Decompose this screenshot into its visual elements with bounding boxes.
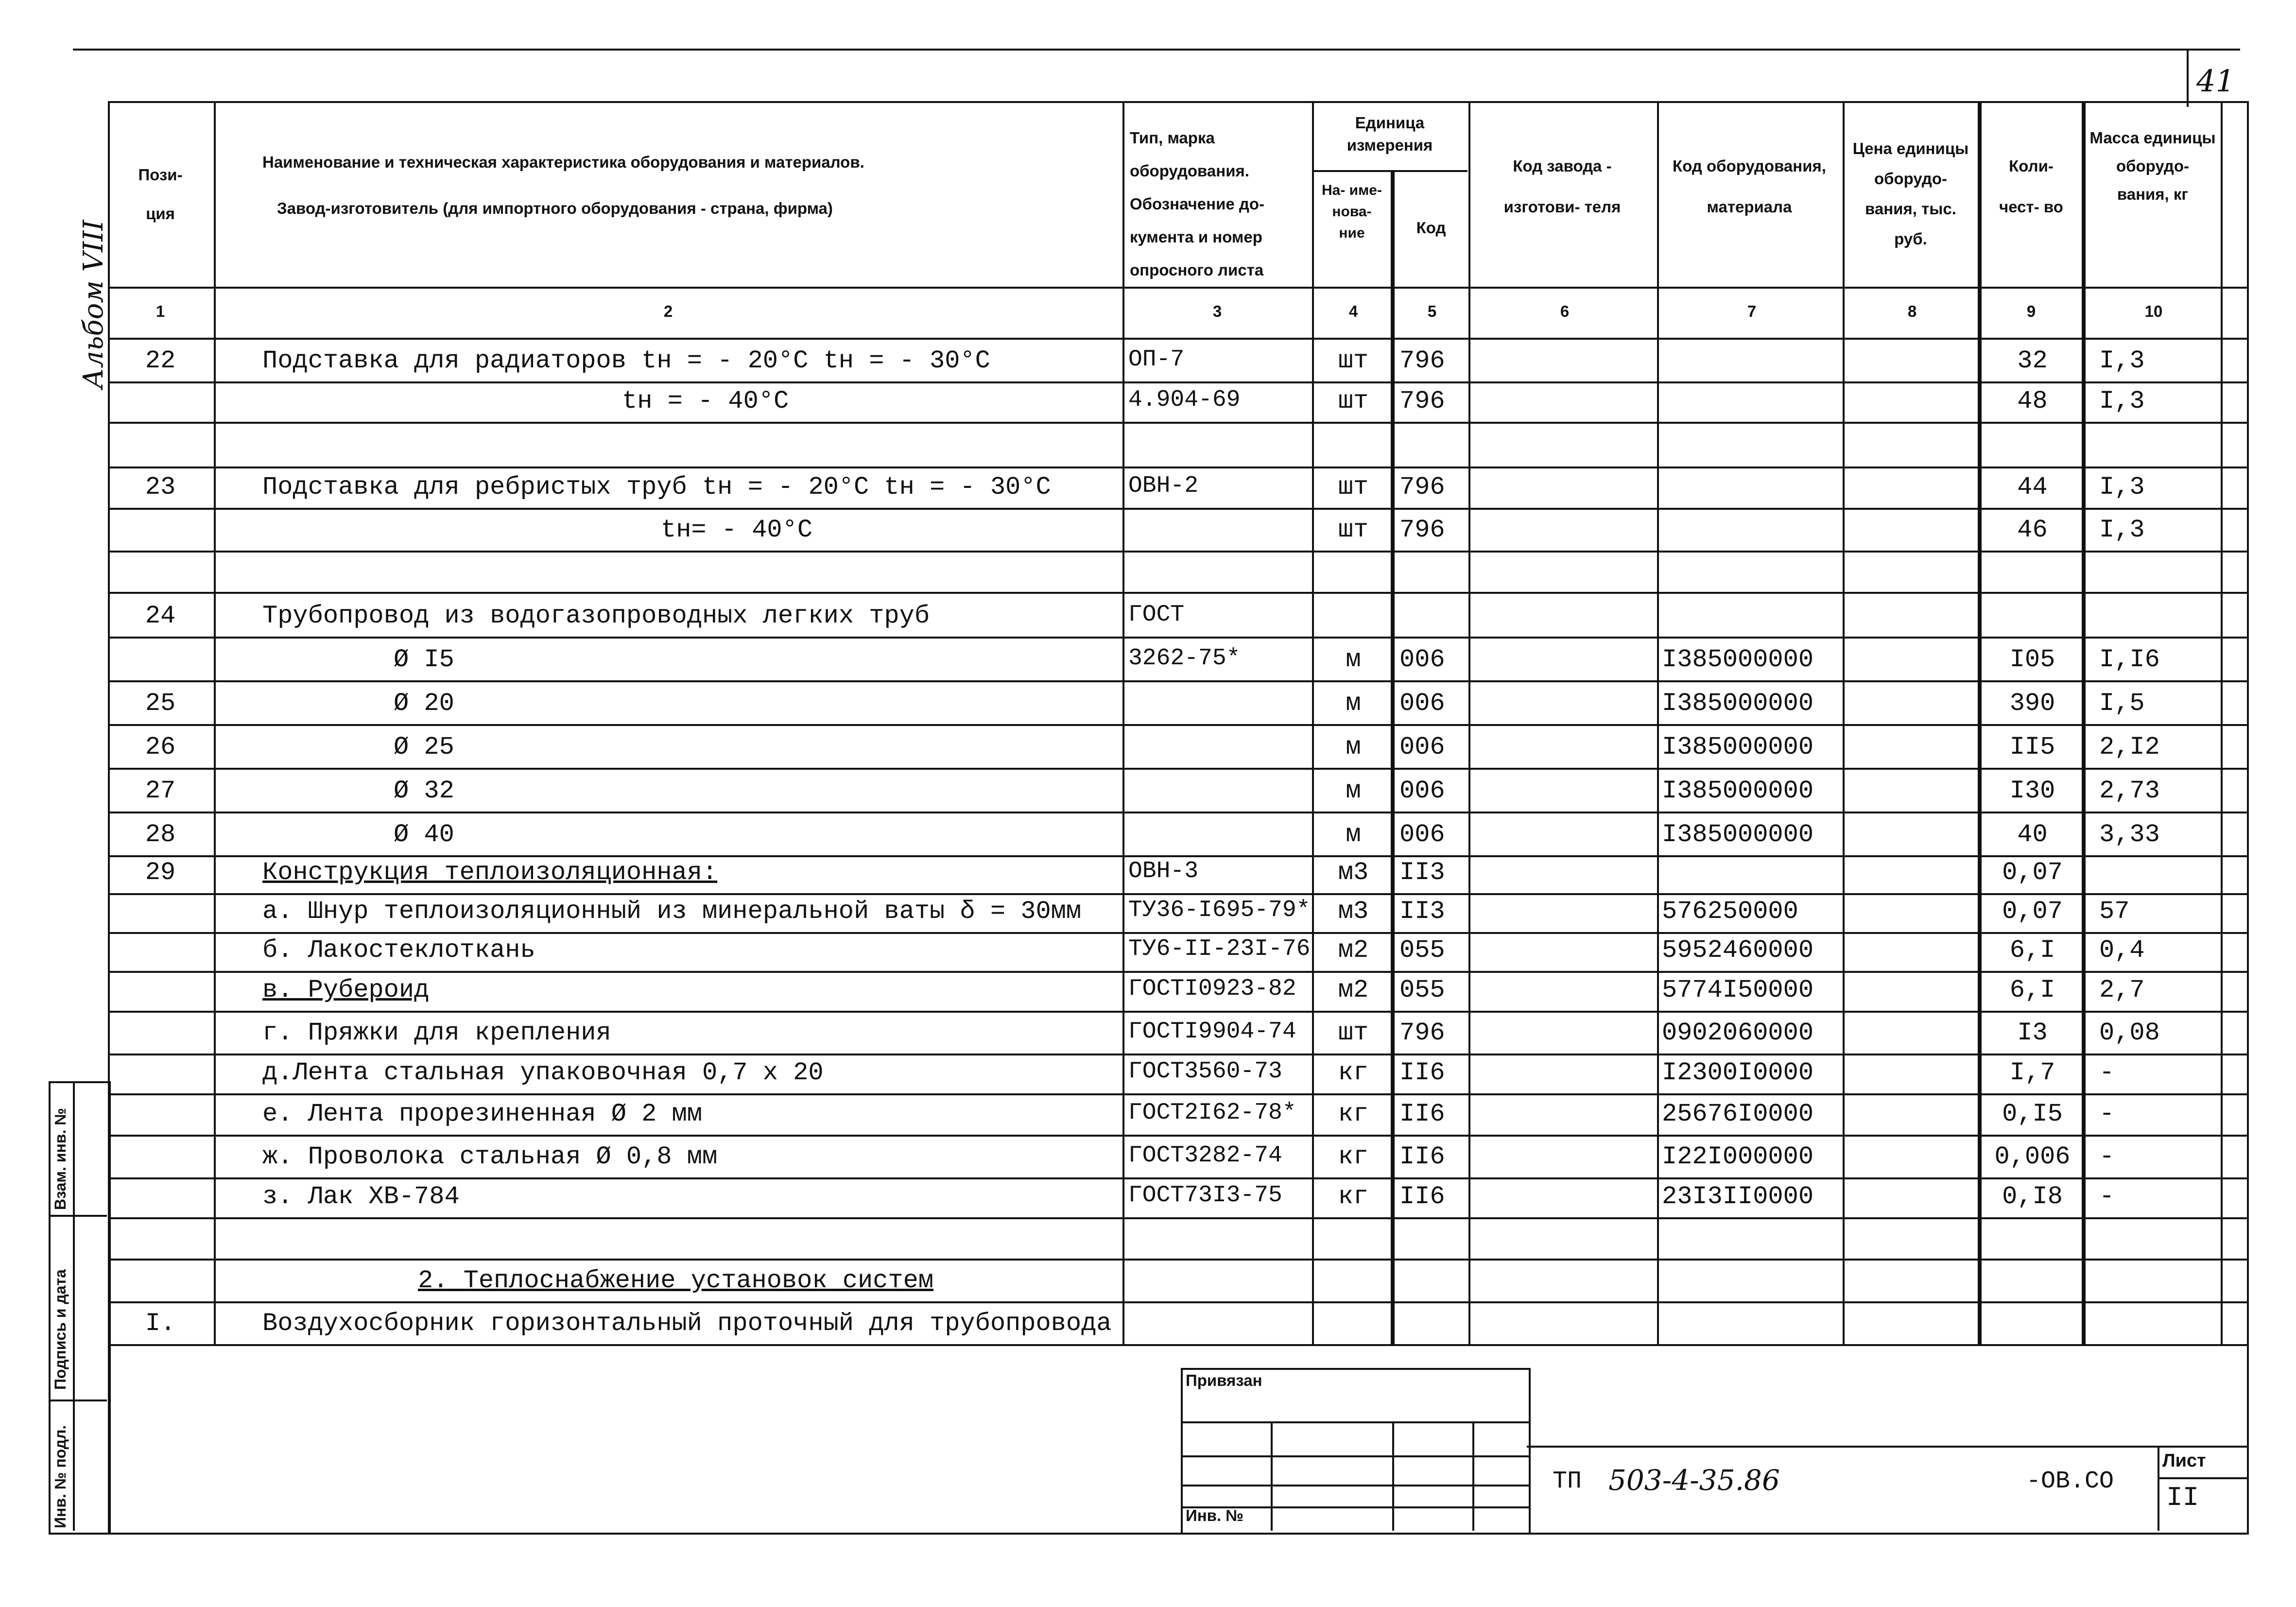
sheet-label: Лист — [2162, 1451, 2206, 1471]
cell-unit: м — [1346, 689, 1361, 718]
header-col6: Код завода - изготови- теля — [1503, 157, 1621, 216]
cell-mass: - — [2099, 1182, 2115, 1211]
row-line — [108, 1011, 2247, 1013]
cell-unit: м — [1346, 820, 1361, 849]
cell-mcode: I385000000 — [1662, 689, 1814, 718]
cell-code: II6 — [1399, 1100, 1445, 1128]
cell-mass: I,3 — [2099, 387, 2145, 415]
row-line — [108, 467, 2247, 468]
col-line-2 — [1122, 101, 1124, 1345]
cell-code: II6 — [1399, 1058, 1445, 1087]
sheet-box-line — [2158, 1477, 2247, 1479]
cell-mcode: 5774I50000 — [1662, 976, 1814, 1004]
cell-code: 796 — [1399, 1019, 1445, 1047]
cell-name: Ø 32 — [394, 777, 454, 805]
cell-mass: 0,4 — [2099, 936, 2145, 965]
cell-type: ОП-7 — [1128, 346, 1185, 373]
row-line — [108, 932, 2247, 934]
privyazan-label: Привязан — [1186, 1371, 1262, 1389]
cell-code: 055 — [1399, 976, 1445, 1004]
colnum-1: 1 — [155, 302, 165, 320]
stamp-grid-v-1 — [1271, 1421, 1273, 1531]
cell-unit: кг — [1338, 1182, 1369, 1211]
page-number-divider — [2187, 49, 2189, 107]
cell-qty: 32 — [2017, 346, 2048, 375]
cell-mcode: I2300I0000 — [1662, 1058, 1814, 1087]
cell-pos: 23 — [145, 473, 176, 501]
cell-name: Воздухосборник горизонтальный проточный для трубопровода — [262, 1309, 1112, 1338]
cell-mcode: I385000000 — [1662, 733, 1814, 761]
side-stamp-line-1 — [49, 1215, 107, 1217]
header-col3: Тип, марка оборудования. Обозначение до- кумента и номер опросного листа — [1130, 129, 1264, 279]
cell-unit: м2 — [1338, 936, 1369, 965]
cell-type: ГОСТ3560-73 — [1128, 1058, 1282, 1085]
cell-name: Ø 40 — [394, 820, 454, 849]
cell-type: ГОСТ3282-74 — [1128, 1142, 1282, 1169]
cell-unit: м3 — [1338, 897, 1369, 926]
header-col7: Код оборудования, материала — [1673, 157, 1826, 216]
cell-mcode: 576250000 — [1662, 897, 1798, 926]
row-line — [108, 592, 2247, 594]
row-line — [108, 637, 2247, 639]
cell-qty: I05 — [2009, 645, 2055, 674]
cell-type: ОВН-3 — [1128, 858, 1199, 884]
colnum-10: 10 — [2144, 302, 2163, 320]
cell-unit: шт — [1338, 516, 1369, 544]
cell-mcode: I385000000 — [1662, 645, 1814, 674]
cell-code: 796 — [1399, 516, 1445, 544]
cell-mcode: 0902060000 — [1662, 1019, 1814, 1047]
cell-name: а. Шнур теплоизоляционный из минеральной ваты δ = 30мм — [262, 897, 1082, 926]
cell-pos: 25 — [145, 689, 176, 718]
cell-name: Подставка для радиаторов tн = - 20°C tн = - 30°C — [262, 346, 990, 375]
page-number: 41 — [2196, 63, 2235, 99]
cell-code: 006 — [1399, 777, 1445, 805]
cell-name: з. Лак ХВ-784 — [262, 1182, 460, 1211]
col-line-6 — [1657, 101, 1659, 1345]
cell-unit: кг — [1338, 1100, 1369, 1128]
col-line-7 — [1843, 101, 1845, 1345]
cell-type: ТУ6-II-23I-76 — [1128, 936, 1311, 962]
cell-mass: I,3 — [2099, 516, 2145, 544]
cell-code: 796 — [1399, 387, 1445, 415]
cell-type: 4.904-69 — [1128, 387, 1241, 413]
cell-qty: 46 — [2017, 516, 2048, 544]
cell-name: Ø 25 — [394, 733, 454, 761]
cell-unit: м2 — [1338, 976, 1369, 1004]
cell-unit: шт — [1338, 387, 1369, 415]
table-body-bottom-line — [108, 1344, 2247, 1346]
col-line-8 — [1978, 101, 1982, 1345]
cell-mass: - — [2099, 1058, 2115, 1087]
top-rule — [73, 49, 2240, 51]
side-stamp-divider — [73, 1081, 75, 1531]
cell-type: ГОСТI0923-82 — [1128, 976, 1296, 1002]
cell-type: ГОСТI9904-74 — [1128, 1019, 1296, 1045]
cell-name: ж. Проволока стальная Ø 0,8 мм — [262, 1142, 718, 1171]
cell-qty: 6,I — [2009, 936, 2055, 965]
row-line — [108, 1177, 2247, 1179]
cell-qty: I30 — [2009, 777, 2055, 805]
cell-unit: шт — [1338, 346, 1369, 375]
colnum-6: 6 — [1560, 302, 1570, 320]
cell-pos: 24 — [145, 602, 176, 630]
cell-qty: 0,I8 — [2002, 1182, 2063, 1211]
cell-code: II3 — [1399, 858, 1445, 887]
cell-mcode: I22I000000 — [1662, 1142, 1814, 1171]
doc-code-prefix: ТП — [1553, 1468, 1582, 1495]
col-line-4 — [1391, 170, 1395, 1345]
cell-type: ГОСТ73I3-75 — [1128, 1182, 1282, 1209]
cell-mass: I,3 — [2099, 346, 2145, 375]
cell-mcode: I385000000 — [1662, 777, 1814, 805]
album-note: Альбом VIII — [78, 220, 109, 389]
cell-type: 3262-75* — [1128, 645, 1241, 672]
cell-qty: 44 — [2017, 473, 2048, 501]
side-stamp-line-2 — [49, 1400, 107, 1401]
col-line-10 — [2221, 101, 2223, 1345]
header-col5: Код — [1416, 219, 1446, 237]
cell-name: г. Пряжки для крепления — [262, 1019, 611, 1047]
cell-name: 2. Теплоснабжение установок систем — [418, 1266, 933, 1295]
colnum-4: 4 — [1348, 302, 1358, 320]
cell-mcode: 23I3II0000 — [1662, 1182, 1814, 1211]
cell-pos: 28 — [145, 820, 176, 849]
cell-name: tн = - 40°C — [622, 387, 789, 415]
header-bottom-line — [108, 287, 2247, 289]
cell-type: ТУ36-I695-79* — [1128, 897, 1311, 923]
cell-unit: м3 — [1338, 858, 1369, 887]
cell-unit: м — [1346, 733, 1361, 761]
colnum-3: 3 — [1212, 302, 1222, 320]
cell-qty: 48 — [2017, 387, 2048, 415]
cell-qty: 0,07 — [2002, 858, 2063, 887]
cell-mcode: 25676I0000 — [1662, 1100, 1814, 1128]
row-line — [108, 1259, 2247, 1261]
title-block-top — [1527, 1446, 2247, 1448]
row-line — [108, 971, 2247, 973]
cell-mass: I,5 — [2099, 689, 2145, 718]
cell-code: 796 — [1399, 473, 1445, 501]
row-line — [108, 768, 2247, 770]
cell-mass: I,3 — [2099, 473, 2145, 501]
cell-mcode: I385000000 — [1662, 820, 1814, 849]
col-line-5 — [1468, 101, 1470, 1345]
cell-code: II6 — [1399, 1142, 1445, 1171]
header-col4: На- име- нова- ние — [1322, 182, 1382, 241]
cell-qty: 0,I5 — [2002, 1100, 2063, 1128]
doc-code: 503-4-35.86 — [1608, 1464, 1780, 1497]
header-unit-group: Единица измерения — [1347, 114, 1433, 154]
side-stamp-inv-podl: Инв. № подл. — [52, 1425, 69, 1528]
col-line-3 — [1312, 101, 1314, 1345]
cell-unit: кг — [1338, 1058, 1369, 1087]
cell-name: tн= - 40°C — [661, 516, 813, 544]
cell-mass: - — [2099, 1142, 2115, 1171]
stamp-grid-v-2 — [1392, 1421, 1394, 1531]
colnum-2: 2 — [663, 302, 673, 320]
row-line — [108, 1135, 2247, 1137]
cell-name: Ø I5 — [394, 645, 454, 674]
row-line — [108, 1093, 2247, 1095]
cell-pos: 29 — [145, 858, 176, 887]
stamp-grid-line-1 — [1181, 1421, 1529, 1423]
colnum-5: 5 — [1427, 302, 1437, 320]
colnum-9: 9 — [2026, 302, 2036, 320]
cell-type: ГОСТ2I62-78* — [1128, 1100, 1296, 1126]
side-stamp-podpis: Подпись и дата — [52, 1269, 69, 1390]
cell-code: II6 — [1399, 1182, 1445, 1211]
stamp-grid-v-3 — [1472, 1421, 1474, 1531]
row-line — [108, 1301, 2247, 1303]
cell-qty: I3 — [2017, 1019, 2048, 1047]
cell-name: е. Лента прорезиненная Ø 2 мм — [262, 1100, 702, 1128]
header-col1: Пози- ция — [138, 166, 183, 223]
cell-name: Ø 20 — [394, 689, 454, 718]
cell-mass: 2,7 — [2099, 976, 2145, 1004]
row-line — [108, 338, 2247, 340]
header-col10: Масса единицы оборудо- вания, кг — [2089, 129, 2216, 203]
cell-mass: 2,73 — [2099, 777, 2160, 805]
cell-unit: м — [1346, 777, 1361, 805]
cell-mass: 57 — [2099, 897, 2130, 926]
header-col2-line1: Наименование и техническая характеристика оборудования и материалов. — [262, 153, 864, 171]
cell-name: б. Лакостеклоткань — [262, 936, 535, 965]
cell-mass: - — [2099, 1100, 2115, 1128]
cell-mass: 3,33 — [2099, 820, 2160, 849]
cell-name: Подставка для ребристых труб tн = - 20°C tн = - 30°C — [262, 473, 1051, 501]
cell-code: 055 — [1399, 936, 1445, 965]
row-line — [108, 1217, 2247, 1219]
cell-name: в. Рубероид — [262, 976, 430, 1004]
cell-qty: 0,006 — [1994, 1142, 2071, 1171]
cell-unit: кг — [1338, 1142, 1369, 1171]
cell-qty: 6,I — [2009, 976, 2055, 1004]
cell-qty: II5 — [2009, 733, 2055, 761]
header-col2-line2: Завод-изготовитель (для импортного оборудования - страна, фирма) — [277, 199, 833, 217]
cell-name: Конструкция теплоизоляционная: — [262, 858, 718, 887]
row-line — [108, 508, 2247, 510]
cell-unit: шт — [1338, 473, 1369, 501]
row-line — [108, 893, 2247, 895]
cell-mass: I,I6 — [2099, 645, 2160, 674]
cell-pos: 27 — [145, 777, 176, 805]
col-line-1 — [214, 101, 216, 1345]
row-line — [108, 724, 2247, 726]
sheet-box-divider — [2158, 1446, 2159, 1531]
cell-name: д.Лента стальная упаковочная 0,7 х 20 — [262, 1058, 824, 1087]
cell-code: 006 — [1399, 645, 1445, 674]
cell-pos: 22 — [145, 346, 176, 375]
cell-code: 006 — [1399, 689, 1445, 718]
cell-qty: I,7 — [2009, 1058, 2055, 1087]
stamp-grid-line-2 — [1181, 1455, 1529, 1457]
side-stamp-vzam: Взам. инв. № — [52, 1108, 69, 1210]
stamp-grid-line-3 — [1181, 1485, 1529, 1486]
row-line — [108, 422, 2247, 424]
row-line — [108, 381, 2247, 383]
colnum-7: 7 — [1747, 302, 1757, 320]
cell-pos: 26 — [145, 733, 176, 761]
sheet-value: II — [2166, 1482, 2199, 1513]
row-line — [108, 551, 2247, 553]
cell-unit: шт — [1338, 1019, 1369, 1047]
row-line — [108, 1054, 2247, 1055]
cell-unit: м — [1346, 645, 1361, 674]
cell-code: 006 — [1399, 733, 1445, 761]
col-line-9 — [2082, 101, 2086, 1345]
cell-code: 796 — [1399, 346, 1445, 375]
row-line — [108, 812, 2247, 813]
cell-qty: 390 — [2009, 689, 2055, 718]
header-col9: Коли- чест- во — [1999, 157, 2063, 216]
row-line — [108, 680, 2247, 682]
cell-mass: 2,I2 — [2099, 733, 2160, 761]
cell-mass: 0,08 — [2099, 1019, 2160, 1047]
cell-qty: 0,07 — [2002, 897, 2063, 926]
cell-type: ГОСТ — [1128, 602, 1185, 628]
cell-mcode: 5952460000 — [1662, 936, 1814, 965]
unit-group-line — [1312, 170, 1467, 172]
colnum-8: 8 — [1907, 302, 1917, 320]
cell-name: Трубопровод из водогазопроводных легких труб — [262, 602, 930, 630]
cell-type: ОВН-2 — [1128, 473, 1199, 499]
header-col8: Цена единицы оборудо- вания, тыс. руб. — [1852, 139, 1969, 248]
cell-code: 006 — [1399, 820, 1445, 849]
row-line — [108, 855, 2247, 857]
cell-pos: I. — [145, 1309, 176, 1338]
inv-no-label: Инв. № — [1186, 1506, 1244, 1524]
cell-code: II3 — [1399, 897, 1445, 926]
doc-suffix: -ОВ.СО — [2026, 1468, 2114, 1495]
cell-qty: 40 — [2017, 820, 2048, 849]
